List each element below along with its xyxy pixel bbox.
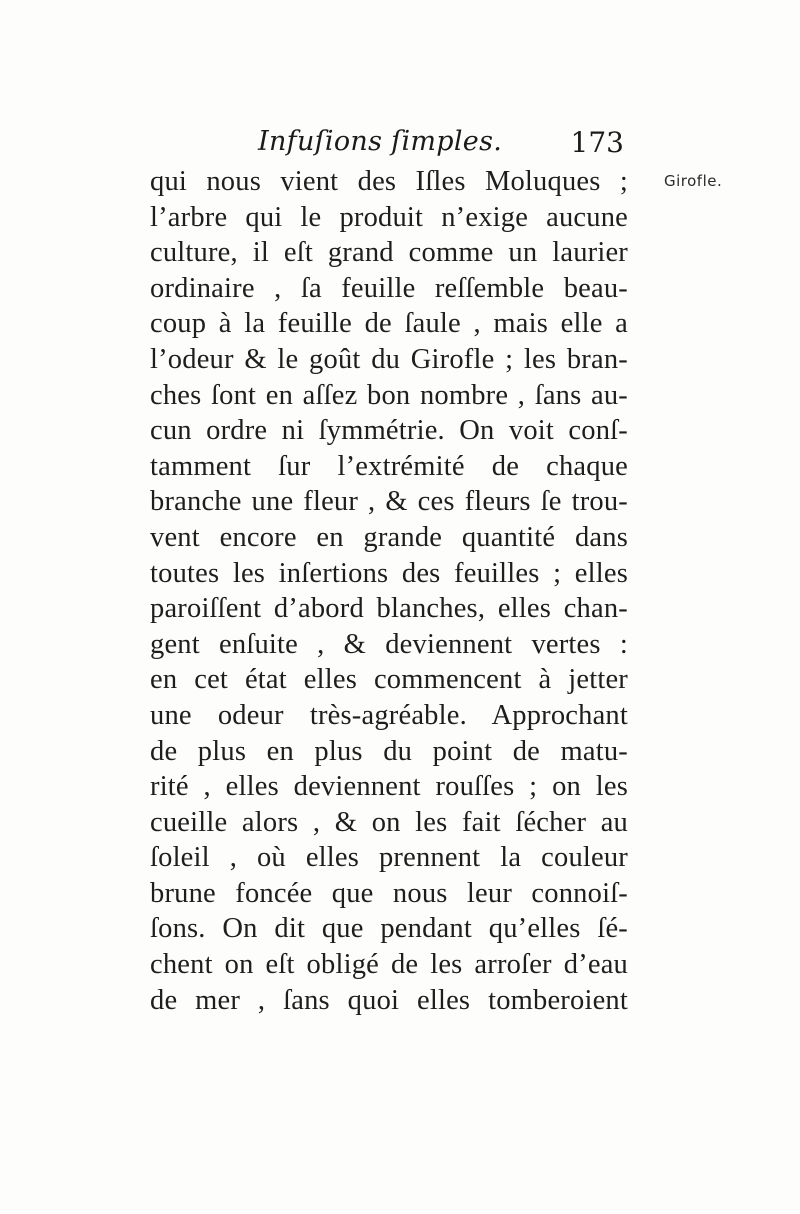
text-line: tamment ſur l’extrémité de chaque [150, 450, 628, 482]
text-line: culture, il eſt grand comme un laurier [150, 237, 628, 269]
text-line: paroiſſent d’abord blanches, elles chan- [150, 593, 628, 625]
text-line: toutes les inſertions des feuilles ; elles [150, 557, 628, 589]
text-line: une odeur très-agréable. Approchant [150, 699, 628, 731]
text-line: l’odeur & le goût du Girofle ; les bran- [150, 343, 628, 375]
text-line: de plus en plus du point de matu- [150, 735, 628, 767]
body-text [150, 164, 628, 1018]
text-line: vent encore en grande quantité dans [150, 521, 628, 553]
text-line: coup à la feuille de ſaule , mais elle a [150, 308, 628, 340]
running-head [258, 126, 624, 166]
text-line: cueille alors , & on les fait ſécher au [150, 806, 628, 838]
text-line: ches ſont en aſſez bon nombre , ſans au- [150, 379, 628, 411]
text-line: de mer , ſans quoi elles tomberoient [150, 984, 628, 1016]
margin-note: Girofle. [664, 172, 723, 190]
running-title: Infuſions ſimples. [258, 126, 503, 157]
text-line: chent on eſt obligé de les arroſer d’eau [150, 949, 628, 981]
text-line: qui nous vient des Iſles Moluques ; [150, 166, 628, 197]
text-line: branche une fleur , & ces fleurs ſe trou- [150, 486, 628, 518]
text-line: ſons. On dit que pendant qu’elles ſé- [150, 913, 628, 945]
page-number: 173 [570, 126, 624, 159]
text-line: l’arbre qui le produit n’exige aucune [150, 201, 628, 233]
text-line: en cet état elles commencent à jetter [150, 664, 628, 696]
text-line: gent enſuite , & deviennent vertes : [150, 628, 628, 660]
text-line: rité , elles deviennent rouſſes ; on les [150, 771, 628, 803]
text-line: brune foncée que nous leur connoiſ- [150, 877, 628, 909]
text-line: ordinaire , ſa feuille reſſemble beau- [150, 272, 628, 304]
text-line: ſoleil , où elles prennent la couleur [150, 842, 628, 874]
text-line: cun ordre ni ſymmétrie. On voit conſ- [150, 415, 628, 447]
